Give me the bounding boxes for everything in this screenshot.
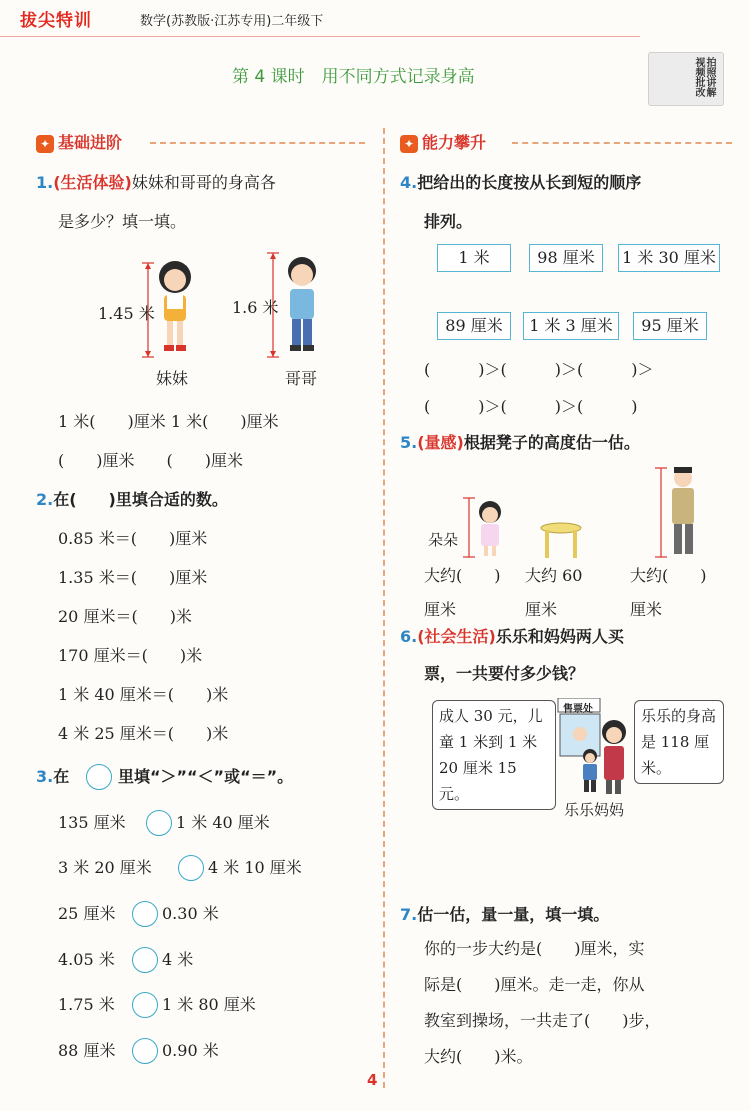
q7-number: 7. (400, 905, 418, 924)
q4-order-line1[interactable]: ( )＞( )＞( )＞ (424, 360, 654, 379)
q3-text-b: 里填“＞”“＜”或“＝”。 (118, 767, 294, 786)
q3-number: 3. (36, 767, 54, 786)
qr-label: 拍照讲解视频批改 (693, 57, 715, 97)
compare-circle[interactable] (146, 810, 172, 836)
length-card: 95 厘米 (633, 312, 707, 340)
girl-name: 朵朵 (428, 531, 459, 549)
q3-right: 1 米 40 厘米 (176, 813, 270, 832)
estimate-girl[interactable]: 大约( ) (424, 566, 501, 585)
q5-tag: (量感) (417, 433, 464, 452)
q5-number: 5. (400, 433, 418, 452)
figure-caption: 乐乐妈妈 (564, 801, 625, 819)
length-card: 1 米 30 厘米 (618, 244, 720, 272)
q2-heading (36, 490, 228, 510)
q1-tag: (生活体验) (53, 173, 132, 192)
compare-circle[interactable] (132, 947, 158, 973)
q2-item[interactable]: 4 米 25 厘米＝( )米 (58, 724, 229, 743)
q1-number: 1. (36, 173, 54, 192)
brand-logo: 拔尖特训 (20, 11, 92, 31)
section-advanced (400, 130, 486, 153)
section-advanced-label: 能力攀升 (422, 133, 487, 152)
qr-code-box[interactable] (648, 52, 724, 106)
column-divider (383, 128, 385, 1088)
q3-left: 25 厘米 (58, 904, 116, 923)
q4-line2: 排列。 (424, 212, 473, 231)
q2-item[interactable]: 20 厘米＝( )米 (58, 607, 192, 626)
q3-right: 4 米 10 厘米 (208, 858, 302, 877)
runner-icon: ✦ (36, 135, 54, 153)
q4-line1 (400, 173, 641, 193)
q2-item[interactable]: 170 厘米＝( )米 (58, 646, 203, 665)
unit-label: 厘米 (630, 600, 663, 619)
q2-item[interactable]: 1 米 40 厘米＝( )米 (58, 685, 229, 704)
q3-right: 0.90 米 (162, 1041, 219, 1060)
book-subtitle: 数学(苏教版·江苏专用)二年级下 (140, 14, 324, 29)
q3-left: 3 米 20 厘米 (58, 858, 152, 877)
q1-line2: 是多少？填一填。 (58, 212, 187, 231)
q4-number: 4. (400, 173, 418, 192)
q3-right: 1 米 80 厘米 (162, 995, 256, 1014)
girl-name: 妹妹 (156, 369, 189, 388)
girl-height-label: 1.45 米 (98, 304, 155, 323)
q4-text1: 把给出的长度按从长到短的顺序 (417, 173, 642, 192)
q5-text: 根据凳子的高度估一估。 (463, 433, 640, 452)
q3-text-a: 在 (53, 767, 70, 786)
section-basic-label: 基础进阶 (58, 133, 123, 152)
q3-left: 135 厘米 (58, 813, 126, 832)
unit-label: 厘米 (525, 600, 558, 619)
q5-heading (400, 433, 640, 453)
q5-figure (425, 462, 725, 562)
q1-answer-line2[interactable]: ( )厘米 ( )厘米 (58, 451, 243, 470)
boy-height-label: 1.6 米 (232, 298, 279, 317)
compare-circle[interactable] (132, 992, 158, 1018)
unit-label: 厘米 (424, 600, 457, 619)
compare-circle-example (86, 764, 112, 790)
estimate-man[interactable]: 大约( ) (630, 566, 707, 585)
estimate-stool: 大约 60 (525, 566, 583, 585)
q1-answer-line1[interactable]: 1 米( )厘米 1 米( )厘米 (58, 412, 279, 431)
q3-left: 1.75 米 (58, 995, 115, 1014)
length-card: 1 米 3 厘米 (523, 312, 619, 340)
q3-left: 4.05 米 (58, 950, 115, 969)
lesson-title: 第 4 课时 用不同方式记录身高 (232, 67, 475, 87)
q7-line4[interactable]: 大约( )米。 (424, 1047, 533, 1066)
price-bubble: 成人 30 元，儿童 1 米到 1 米 20 厘米 15 元。 (432, 700, 556, 810)
section-divider (512, 142, 732, 144)
compare-circle[interactable] (132, 901, 158, 927)
q2-item[interactable]: 1.35 米＝( )厘米 (58, 568, 208, 587)
q2-item[interactable]: 0.85 米＝( )厘米 (58, 529, 208, 548)
height-bubble: 乐乐的身高是 118 厘米。 (634, 700, 724, 784)
q2-text: 在( )里填合适的数。 (53, 490, 228, 509)
climber-icon: ✦ (400, 135, 418, 153)
q1-text1: 妹妹和哥哥的身高各 (131, 173, 276, 192)
boy-name: 哥哥 (285, 369, 318, 388)
q6-line1 (400, 627, 624, 647)
compare-circle[interactable] (178, 855, 204, 881)
section-divider (150, 142, 365, 144)
q1-line1 (36, 173, 276, 193)
length-card: 89 厘米 (437, 312, 511, 340)
header-divider (0, 36, 640, 37)
q6-line2: 票，一共要付多少钱？ (424, 664, 585, 683)
q4-order-line2[interactable]: ( )＞( )＞( ) (424, 397, 638, 416)
q6-text1: 乐乐和妈妈两人买 (495, 627, 624, 646)
q7-line2[interactable]: 际是( )厘米。走一走，你从 (424, 975, 645, 994)
page-number: 4 (367, 1071, 378, 1089)
length-card: 1 米 (437, 244, 511, 272)
q3-right: 4 米 (162, 950, 194, 969)
q3-heading (36, 767, 69, 787)
q7-heading (400, 905, 609, 925)
length-card: 98 厘米 (529, 244, 603, 272)
q3-right: 0.30 米 (162, 904, 219, 923)
q2-number: 2. (36, 490, 54, 509)
q7-line3[interactable]: 教室到操场，一共走了( )步， (424, 1011, 661, 1030)
q7-title: 估一估，量一量，填一填。 (417, 905, 610, 924)
q3-left: 88 厘米 (58, 1041, 116, 1060)
compare-circle[interactable] (132, 1038, 158, 1064)
section-basic (36, 130, 122, 153)
ticket-office-sign: 售票处 (563, 704, 593, 715)
q7-line1[interactable]: 你的一步大约是( )厘米，实 (424, 939, 645, 958)
q6-tag: (社会生活) (417, 627, 496, 646)
q6-number: 6. (400, 627, 418, 646)
